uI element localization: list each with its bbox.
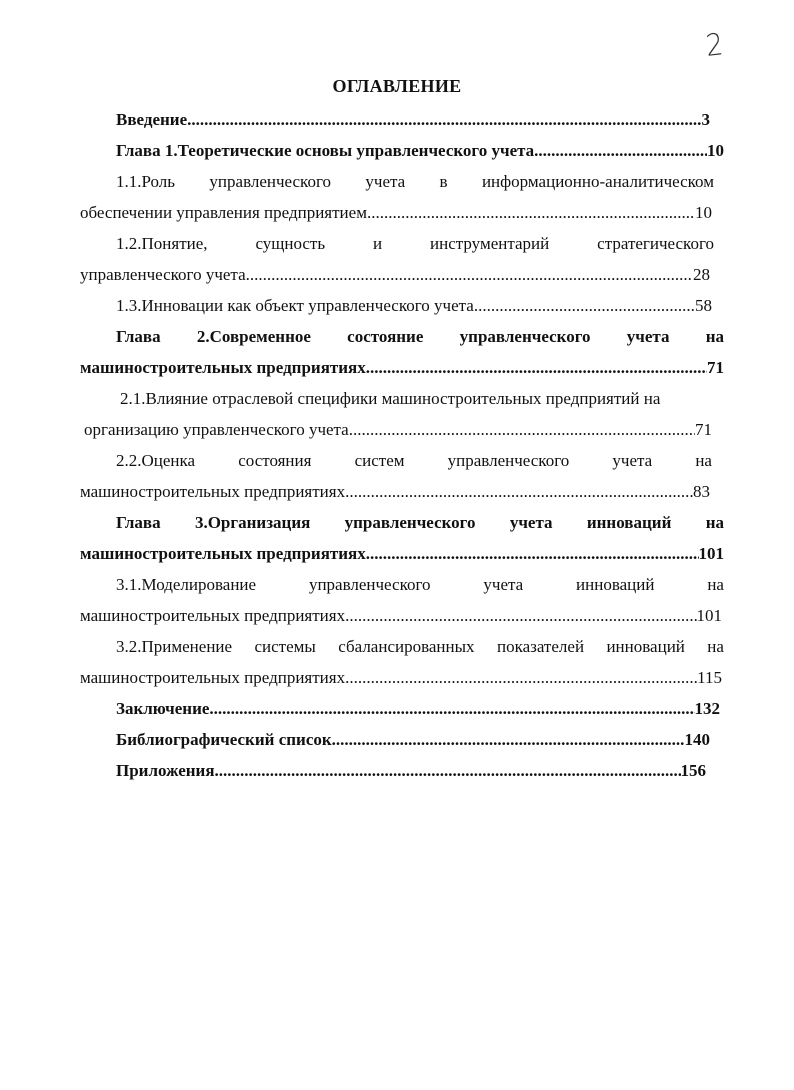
toc-entry-text: Введение (116, 110, 188, 129)
toc-word: сущность (255, 234, 326, 253)
toc-word: состояние (347, 327, 424, 346)
toc-entry-text: машиностроительных предприятиях (80, 482, 346, 501)
toc-entry-appendices (116, 761, 706, 781)
toc-entry-text: Приложения (116, 761, 215, 780)
toc-word: инструментарий (430, 234, 550, 253)
toc-word: системы (254, 637, 316, 656)
toc-page-number: 10 (695, 203, 712, 222)
toc-page-number: 83 (693, 482, 710, 501)
toc-word: учета (483, 575, 524, 594)
toc-entry-chapter-3 (116, 513, 724, 533)
toc-entry-conclusion (116, 699, 720, 719)
toc-entry-section-3-1-cont (80, 606, 722, 626)
toc-word: на (705, 513, 724, 532)
toc-word: инноваций (576, 575, 655, 594)
toc-word: управленческого (308, 575, 431, 594)
toc-word: 3.1.Моделирование (116, 575, 257, 594)
toc-word: учета (365, 172, 406, 191)
toc-entry-section-1-3 (116, 296, 712, 316)
toc-word: на (707, 637, 724, 656)
toc-page-number: 101 (696, 606, 722, 625)
toc-page-number: 3 (701, 110, 710, 129)
handwritten-page-number: 2 (704, 27, 725, 64)
toc-word: управленческого (209, 172, 332, 191)
toc-page-number: 71 (707, 358, 724, 377)
toc-entry-chapter-3-cont (80, 544, 724, 564)
toc-entry-section-1-1-cont (80, 203, 712, 223)
toc-entry-chapter-1 (116, 141, 724, 161)
toc-entry-text: обеспечении управления предприятием (80, 203, 367, 222)
toc-entry-intro (116, 110, 710, 130)
toc-entry-text: Глава 1.Теоретические основы управленческого учета (116, 141, 535, 160)
toc-word: 3.2.Применение (116, 637, 233, 656)
toc-page-number: 156 (680, 761, 706, 780)
toc-page-number: 101 (698, 544, 724, 563)
toc-word: систем (354, 451, 405, 470)
toc-word: на (705, 327, 724, 346)
toc-word: на (695, 451, 712, 470)
toc-word: инноваций (606, 637, 685, 656)
toc-entry-text: Библиографический список (116, 730, 332, 749)
toc-entry-text: управленческого учета (80, 265, 246, 284)
toc-page-number: 10 (707, 141, 724, 160)
toc-word: 2.2.Оценка (116, 451, 196, 470)
toc-entry-text: машиностроительных предприятиях (80, 544, 366, 563)
toc-entry-section-3-1 (116, 575, 724, 595)
toc-word: сбалансированных (338, 637, 475, 656)
toc-entry-section-2-1-cont (84, 420, 712, 440)
toc-word: Глава (116, 327, 161, 346)
toc-entry-chapter-2-cont (80, 358, 724, 378)
toc-word: в (439, 172, 448, 191)
toc-word: состояния (238, 451, 312, 470)
toc-entry-text: Заключение (116, 699, 210, 718)
toc-word: управленческого (459, 327, 591, 346)
toc-word: инноваций (586, 513, 672, 532)
page-title: ОГЛАВЛЕНИЕ (332, 76, 462, 96)
toc-word: 3.Организация (194, 513, 311, 532)
toc-entry-section-2-2-cont (80, 482, 710, 502)
toc-entry-chapter-2 (116, 327, 724, 347)
toc-word: на (707, 575, 724, 594)
toc-entry-text: машиностроительных предприятиях (80, 358, 366, 377)
toc-entry-section-1-1 (116, 172, 714, 192)
toc-word: управленческого (447, 451, 570, 470)
toc-word: учета (509, 513, 553, 532)
toc-word: 1.1.Роль (116, 172, 176, 191)
toc-entry-section-1-2-cont (80, 265, 710, 285)
toc-word: 1.2.Понятие, (116, 234, 208, 253)
toc-entry-section-2-1: 2.1.Влияние отраслевой специфики машиностроительных предприятий на (120, 389, 661, 408)
toc-page-number: 140 (684, 730, 710, 749)
toc-entry-section-1-2 (116, 234, 714, 254)
toc-word: управленческого (344, 513, 476, 532)
toc-page-number: 132 (694, 699, 720, 718)
toc-word: и (373, 234, 383, 253)
toc-word: учета (612, 451, 653, 470)
toc-entry-text: 1.3.Инновации как объект управленческого учета (116, 296, 474, 315)
toc-word: Глава (116, 513, 161, 532)
toc-word: учета (626, 327, 670, 346)
toc-page-number: 71 (695, 420, 712, 439)
toc-entry-section-3-2 (116, 637, 724, 657)
toc-word: показателей (496, 637, 585, 656)
toc-word: 2.Современное (196, 327, 311, 346)
toc-page-number: 28 (693, 265, 710, 284)
toc-entry-text: организацию управленческого учета (84, 420, 349, 439)
toc-entry-bibliography (116, 730, 710, 750)
toc-entry-text: машиностроительных предприятиях (80, 606, 346, 625)
toc-page-number: 58 (695, 296, 712, 315)
toc-word: стратегического (597, 234, 714, 253)
toc-entry-text: машиностроительных предприятиях (80, 668, 346, 687)
toc-word: информационно-аналитическом (481, 172, 714, 191)
toc-entry-section-3-2-cont (80, 668, 722, 688)
toc-page-number: 115 (697, 668, 722, 687)
toc-entry-section-2-2 (116, 451, 712, 471)
